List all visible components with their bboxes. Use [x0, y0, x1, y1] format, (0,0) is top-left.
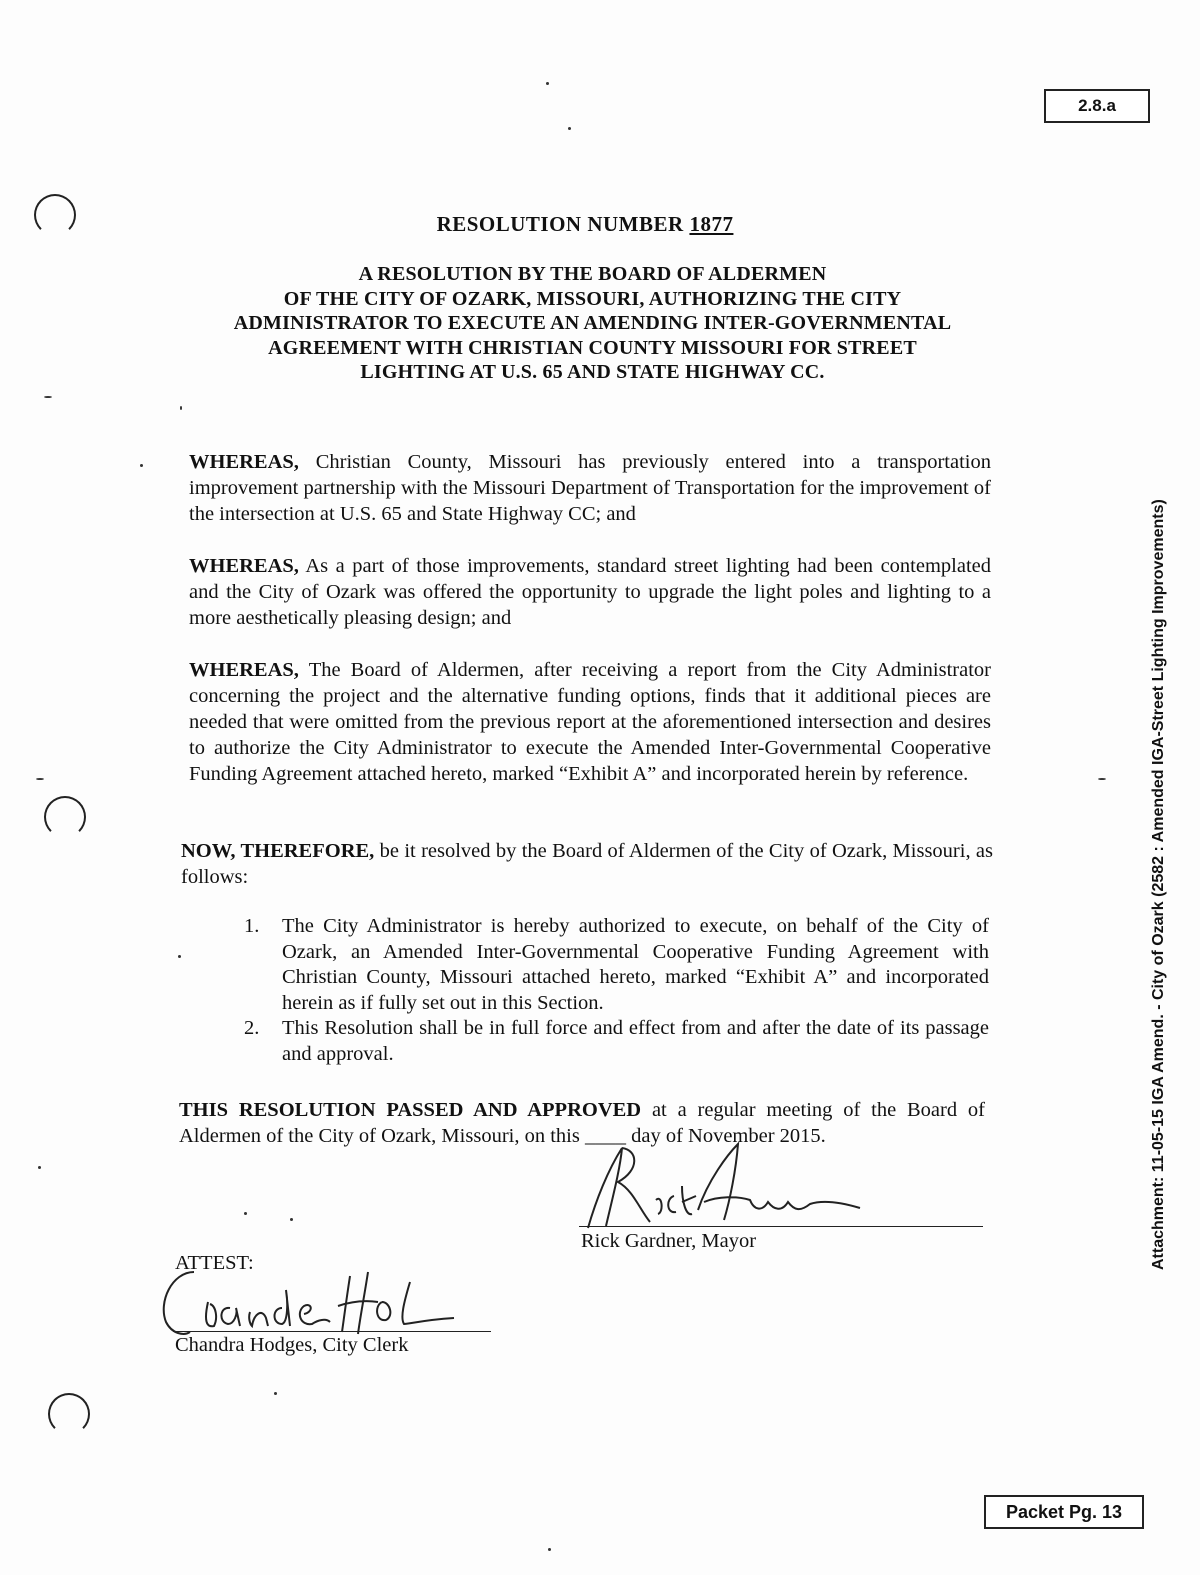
binder-hole-middle	[44, 796, 86, 838]
paragraph-text: Christian County, Missouri has previously entered into a transportation improvement partnership with the Missouri Department of Transportation for the improvement of the intersection at U.S. 65 and State Highway CC; and	[189, 451, 991, 525]
paragraph-lead: THIS RESOLUTION PASSED AND APPROVED	[179, 1099, 642, 1121]
list-item-text: This Resolution shall be in full force and effect from and after the date of its passage and approval.	[282, 1017, 989, 1065]
paragraph-text: As a part of those improvements, standard street lighting had been contemplated and the City of Ozark was offered the opportunity to upgrade the light poles and lighting to a more aesthetically pleasing design; and	[189, 555, 991, 629]
paragraph-text: The Board of Aldermen, after receiving a report from the City Administrator concerning the project and the alternative funding options, finds that it additional pieces are needed that were omitted from the previous report at the aforementioned intersection and desires to authorize the City Administrator to execute the Amended Inter-Governmental Cooperative Funding Agreement attached hereto, marked “Exhibit A” and incorporated herein by reference.	[189, 659, 991, 785]
mayor-name: Rick Gardner, Mayor	[581, 1230, 757, 1252]
scan-speck	[180, 406, 182, 410]
scan-speck	[244, 1212, 247, 1215]
packet-page-box	[984, 1495, 1144, 1529]
paragraph-lead: NOW, THEREFORE,	[181, 840, 375, 862]
resolution-number-value: 1877	[689, 212, 734, 236]
mayor-signature-image	[578, 1140, 868, 1232]
resolution-number	[0, 212, 1170, 237]
paragraph-lead: WHEREAS,	[189, 659, 299, 681]
title-line: OF THE CITY OF OZARK, MISSOURI, AUTHORIZING THE CITY	[283, 287, 902, 310]
clerk-name: Chandra Hodges, City Clerk	[175, 1334, 409, 1356]
paragraph-text: day of November 2015.	[625, 1125, 826, 1147]
scan-speck	[178, 955, 181, 958]
whereas-paragraph	[189, 657, 991, 787]
scan-speck	[274, 1392, 277, 1395]
paragraph-text: at a regular meeting of the Board of Aldermen of the City of Ozark, Missouri, on this	[179, 1099, 985, 1147]
scan-speck	[290, 1218, 293, 1221]
clerk-signature-line	[173, 1331, 491, 1332]
list-item	[244, 914, 989, 1016]
scan-speck	[548, 1548, 551, 1551]
resolution-title	[215, 262, 970, 385]
whereas-paragraph	[189, 553, 991, 631]
attachment-side-label: Attachment: 11-05-15 IGA Amend. - City of Ozark (2582 : Amended IGA-Street Lighting Improvements)	[1150, 499, 1167, 1270]
packet-page-number: Packet Pg. 13	[1005, 1501, 1123, 1522]
scan-speck	[568, 127, 571, 130]
binder-hole-bottom	[48, 1393, 90, 1435]
scan-speck	[140, 464, 143, 467]
scan-speck	[36, 778, 44, 780]
scan-speck	[44, 396, 52, 398]
scan-speck	[1098, 778, 1106, 780]
resolution-number-label: RESOLUTION NUMBER	[436, 212, 684, 236]
scan-speck	[546, 82, 549, 85]
title-line: ADMINISTRATOR TO EXECUTE AN AMENDING INTER-GOVERNMENTAL	[233, 312, 952, 334]
therefore-paragraph	[181, 838, 993, 890]
attest-label: ATTEST:	[175, 1252, 254, 1274]
title-line: A RESOLUTION BY THE BOARD OF ALDERMEN	[358, 263, 827, 285]
paragraph-lead: WHEREAS,	[189, 451, 299, 473]
list-item-number: 1.	[244, 915, 260, 937]
paragraph-lead: WHEREAS,	[189, 555, 299, 577]
paragraph-text: be it resolved by the Board of Aldermen of the City of Ozark, Missouri, as follows:	[181, 840, 993, 888]
mayor-signature-line	[579, 1226, 983, 1227]
title-line: AGREEMENT WITH CHRISTIAN COUNTY MISSOURI FOR STREET	[268, 336, 917, 359]
date-blank: ____	[584, 1125, 626, 1147]
resolution-clauses	[244, 914, 989, 1067]
whereas-paragraph	[189, 449, 991, 527]
attachment-badge	[1044, 89, 1150, 123]
list-item-number: 2.	[244, 1017, 260, 1039]
attachment-badge-text: 2.8.a	[1078, 96, 1116, 115]
list-item	[244, 1016, 989, 1067]
scan-speck	[38, 1166, 41, 1169]
list-item-text: The City Administrator is hereby authorized to execute, on behalf of the City of Ozark, an Amended Inter-Governmental Cooperative Funding Agreement with Christian County, Missouri attached hereto, marked “Exhibit A” and incorporated herein as if fully set out in this Section.	[282, 915, 989, 1014]
title-line: LIGHTING AT U.S. 65 AND STATE HIGHWAY CC.	[360, 361, 825, 383]
